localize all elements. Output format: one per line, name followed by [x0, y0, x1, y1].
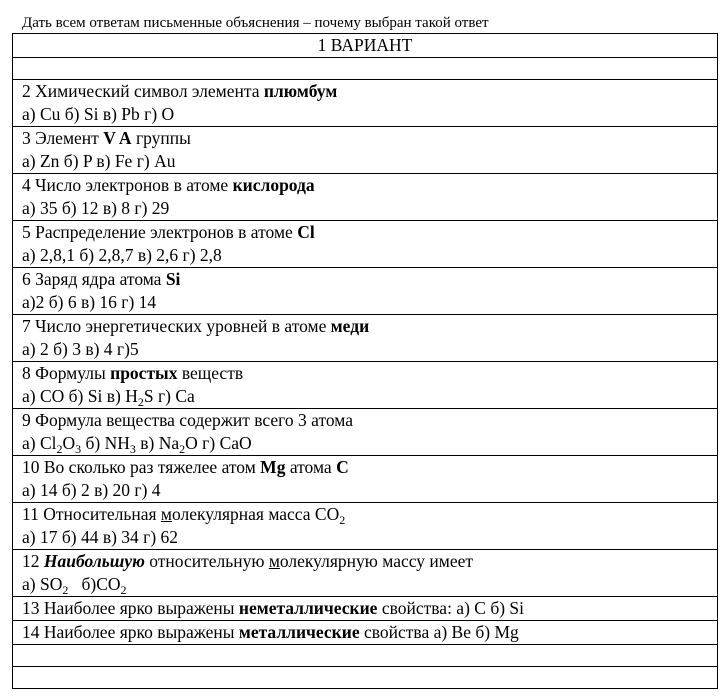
- question-text: 12 Наибольшую относительную молекулярную массу имеет: [22, 551, 474, 571]
- question-text: 13 Наиболее ярко выражены неметаллические свойства: а) C б) Si: [22, 598, 525, 618]
- question-8: [13, 362, 718, 409]
- question-text: 9 Формула вещества содержит всего 3 атома: [22, 410, 353, 430]
- answer-options: а) CO б) Si в) $H_2S$ г) Ca: [22, 386, 195, 409]
- answer-options: а) 2 б) 3 в) 4 г)5: [22, 339, 139, 359]
- answer-options: а) 14 б) 2 в) 20 г) 4: [22, 480, 161, 500]
- question-text: 7 Число энергетических уровней в атоме меди: [22, 316, 370, 336]
- answer-options: а) $SO_2$ $б)CO_2$: [22, 574, 127, 597]
- question-text: 5 Распределение электронов в атоме Cl: [22, 222, 315, 242]
- question-11: [13, 503, 718, 550]
- answer-options: а) 35 б) 12 в) 8 г) 29: [22, 198, 170, 218]
- question-4: [13, 174, 718, 221]
- test-table: [12, 33, 718, 689]
- instruction-text: Дать всем ответам письменные объяснения – почему выбран такой ответ: [22, 15, 489, 31]
- question-text: 4 Число электронов в атоме кислорода: [22, 175, 315, 195]
- question-text: 2 Химический символ элемента плюмбум: [22, 81, 338, 101]
- question-text: 10 Во сколько раз тяжелее атом Mg атома C: [22, 457, 349, 477]
- question-2: [13, 80, 718, 127]
- question-10: [13, 456, 718, 503]
- question-6: [13, 268, 718, 315]
- question-text: 14 Наиболее ярко выражены металлические свойства а) Be б) Mg: [22, 622, 519, 642]
- answer-options: а) $Cl_2O_3$ б) $NH_3$ в) $Na_2O$ г) CaO: [22, 433, 252, 456]
- question-text: 3 Элемент V A группы: [22, 128, 191, 148]
- question-text: 11 Относительная молекулярная масса $CO_2$: [22, 504, 346, 527]
- answer-options: а) Cu б) Si в) Pb г) O: [22, 104, 175, 124]
- variant-row: [13, 34, 718, 58]
- question-text: 6 Заряд ядра атома Si: [22, 269, 181, 289]
- question-13: [13, 597, 718, 621]
- question-14: [13, 621, 718, 645]
- question-12: [13, 550, 718, 597]
- question-5: [13, 221, 718, 268]
- empty-row: [13, 645, 718, 667]
- question-9: [13, 409, 718, 456]
- question-7: [13, 315, 718, 362]
- variant-title: 1 ВАРИАНТ: [13, 34, 718, 58]
- empty-row: [13, 58, 718, 80]
- answer-options: а) Zn б) P в) Fe г) Au: [22, 151, 176, 171]
- answer-options: а) 2,8,1 б) 2,8,7 в) 2,6 г) 2,8: [22, 245, 222, 265]
- question-text: 8 Формулы простых веществ: [22, 363, 244, 383]
- answer-options: а) 17 б) 44 в) 34 г) 62: [22, 527, 179, 547]
- answer-options: а)2 б) 6 в) 16 г) 14: [22, 292, 157, 312]
- question-3: [13, 127, 718, 174]
- empty-row: [13, 667, 718, 689]
